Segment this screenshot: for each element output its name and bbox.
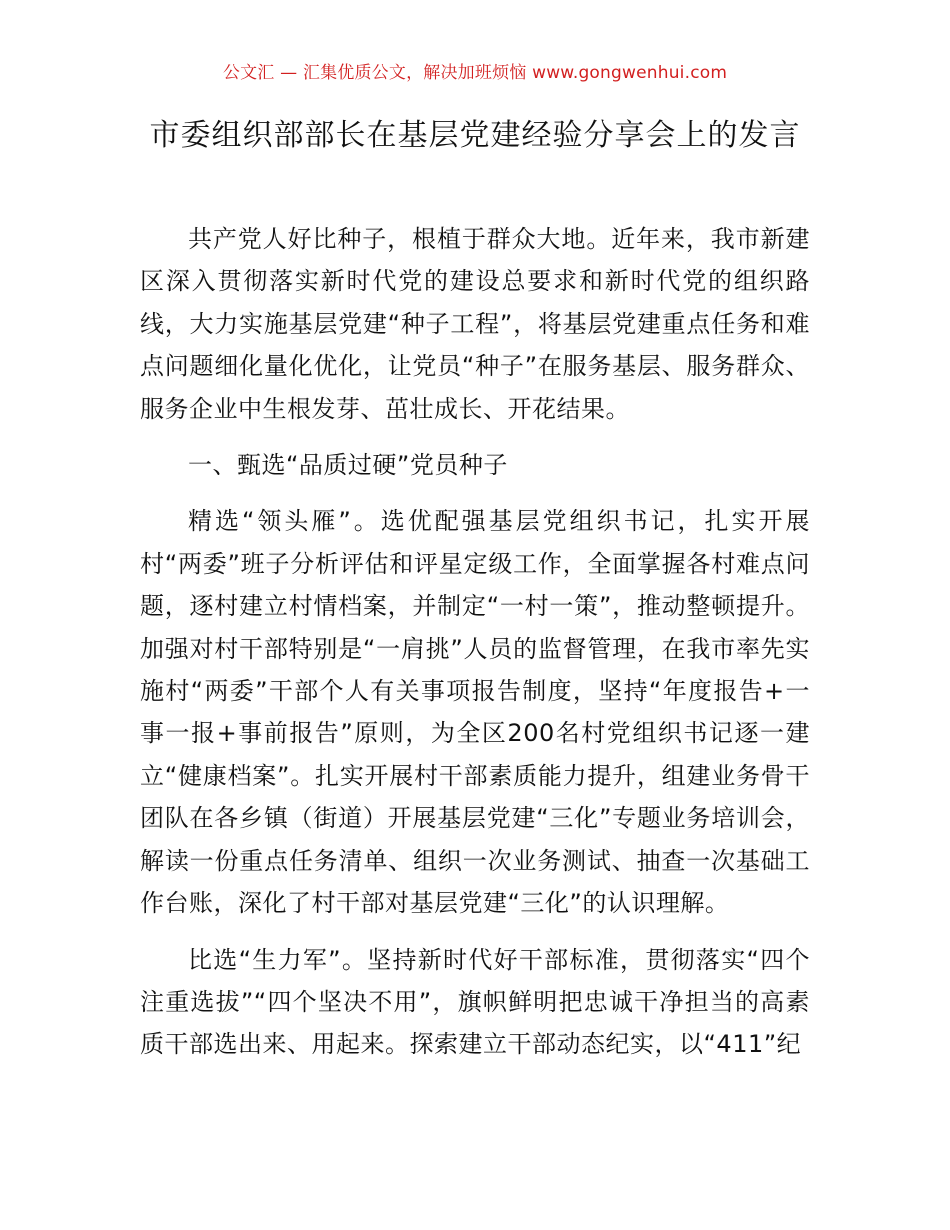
paragraph-force: 比选“生力军”。坚持新时代好干部标准，贯彻落实“四个注重选拔”“四个坚决不用”，旗帜鲜明把忠诚干净担当的高素质干部选出来、用起来。探索建立干部动态纪实，以“411”纪 — [140, 945, 810, 1059]
paragraph-leader: 精选“领头雁”。选优配强基层党组织书记，扎实开展村“两委”班子分析评估和评星定级工作，全面掌握各村难点问题，逐村建立村情档案，并制定“一村一策”，推动整顿提升。加强对村干部特别是“一肩挑”人员的监督管理，在我市率先实施村“两委”干部个人有关事项报告制度，坚持“年度报告+一事一报+事前报告”原则，为全区200名村党组织书记逐一建立“健康档案”。扎实开展村干部素质能力提升，组建业务骨干团队在各乡镇（街道）开展基层党建“三化”专题业务培训会，解读一份重点任务清单、组织一次业务测试、抽查一次基础工作台账，深化了村干部对基层党建“三化”的认识理解。 — [140, 507, 810, 918]
document-body — [140, 218, 810, 1080]
paragraph-intro: 共产党人好比种子，根植于群众大地。近年来，我市新建区深入贯彻落实新时代党的建设总要求和新时代党的组织路线，大力实施基层党建“种子工程”，将基层党建重点任务和难点问题细化量化优化，让党员“种子”在服务基层、服务群众、服务企业中生根发芽、茁壮成长、开花结果。 — [140, 225, 810, 423]
document-title: 市委组织部部长在基层党建经验分享会上的发言 — [149, 118, 801, 153]
site-banner: 公文汇 — 汇集优质公文，解决加班烦恼 www.gongwenhui.com — [222, 63, 728, 83]
section-heading-1: 一、甄选“品质过硬”党员种子 — [188, 451, 508, 480]
